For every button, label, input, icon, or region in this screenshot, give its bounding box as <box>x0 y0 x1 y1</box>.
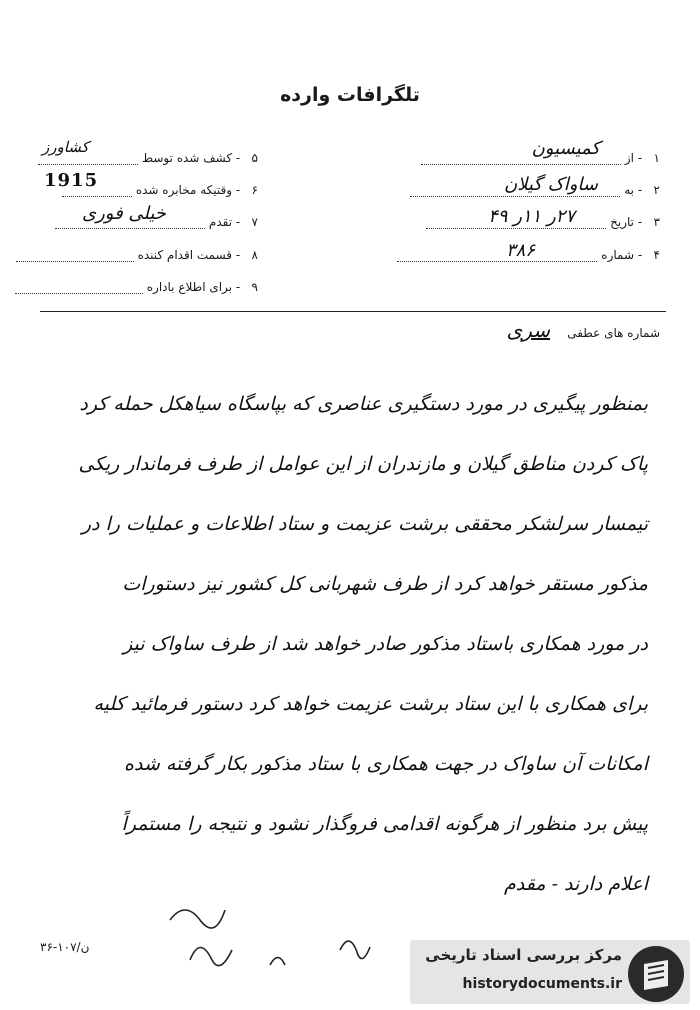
field-from-value: کمیسیون <box>531 138 600 159</box>
watermark-org: مرکز بررسی اسناد تاریخی <box>425 946 622 964</box>
field-number: ۴ - شماره <box>397 248 660 262</box>
field-sent-time: ۶ - وقتیکه مخابره شده <box>62 183 258 197</box>
field-decoded-by: ۵ - کشف شده توسط <box>38 151 258 165</box>
header-divider <box>40 311 666 312</box>
message-body <box>38 374 648 914</box>
field-priority: ۷ - تقدم <box>55 215 258 229</box>
field-to-value: ساواک گیلان <box>503 174 598 195</box>
page-title: تلگرافات وارده <box>280 84 420 106</box>
document-number: ۳۶-۱۰۷/ن <box>40 940 90 954</box>
field-priority-value: خیلی فوری <box>82 203 166 224</box>
message-line: امکانات آن ساواک در جهت همکاری با ستاد مذکور بکار گرفته شده <box>124 753 648 775</box>
message-line: مذکور مستقر خواهد کرد از طرف شهربانی کل کشور نیز دستورات <box>122 573 648 595</box>
field-date: ۳ - تاریخ <box>426 215 660 229</box>
field-action-dept: ۸ - قسمت اقدام کننده <box>16 248 258 262</box>
message-line: پیش برد منظور از هرگونه اقدامی فروگذار نشود و نتیجه را مستمراً <box>121 813 648 835</box>
signatures <box>150 880 410 980</box>
field-decoded-by-value: کشاورز <box>42 138 89 156</box>
archive-logo-icon <box>628 946 684 1002</box>
watermark-url: historydocuments.ir <box>462 976 622 992</box>
field-from: ۱ - از <box>421 151 660 165</box>
message-line: در مورد همکاری باستاد مذکور صادر خواهد شد از طرف ساواک نیز <box>123 633 648 655</box>
field-number-value: ۳۸۶ <box>505 240 535 261</box>
reference-label: شماره های عطفی <box>567 326 660 340</box>
message-line: پاک کردن مناطق گیلان و مازندران از این عوامل از طرف فرماندار ریکی <box>78 453 648 475</box>
field-to: ۲ - به <box>410 183 660 197</box>
message-line: برای همکاری با این ستاد برشت عزیمت خواهد کرد دستور فرمائید کلیه <box>93 693 648 715</box>
reference-value: سری <box>506 318 550 342</box>
field-info-dept: ۹ - برای اطلاع باداره <box>15 280 258 294</box>
message-line: تیمسار سرلشکر محققی برشت عزیمت و ستاد اطلاعات و عملیات را در <box>81 513 648 535</box>
message-line: اعلام دارند - مقدم <box>504 873 648 895</box>
field-sent-time-value: 1915 <box>44 170 99 191</box>
field-date-value: ۲۷ر ۱۱ر ۴۹ <box>488 206 575 227</box>
message-line: بمنظور پیگیری در مورد دستگیری عناصری که بپاسگاه سیاهکل حمله کرد <box>79 393 648 415</box>
